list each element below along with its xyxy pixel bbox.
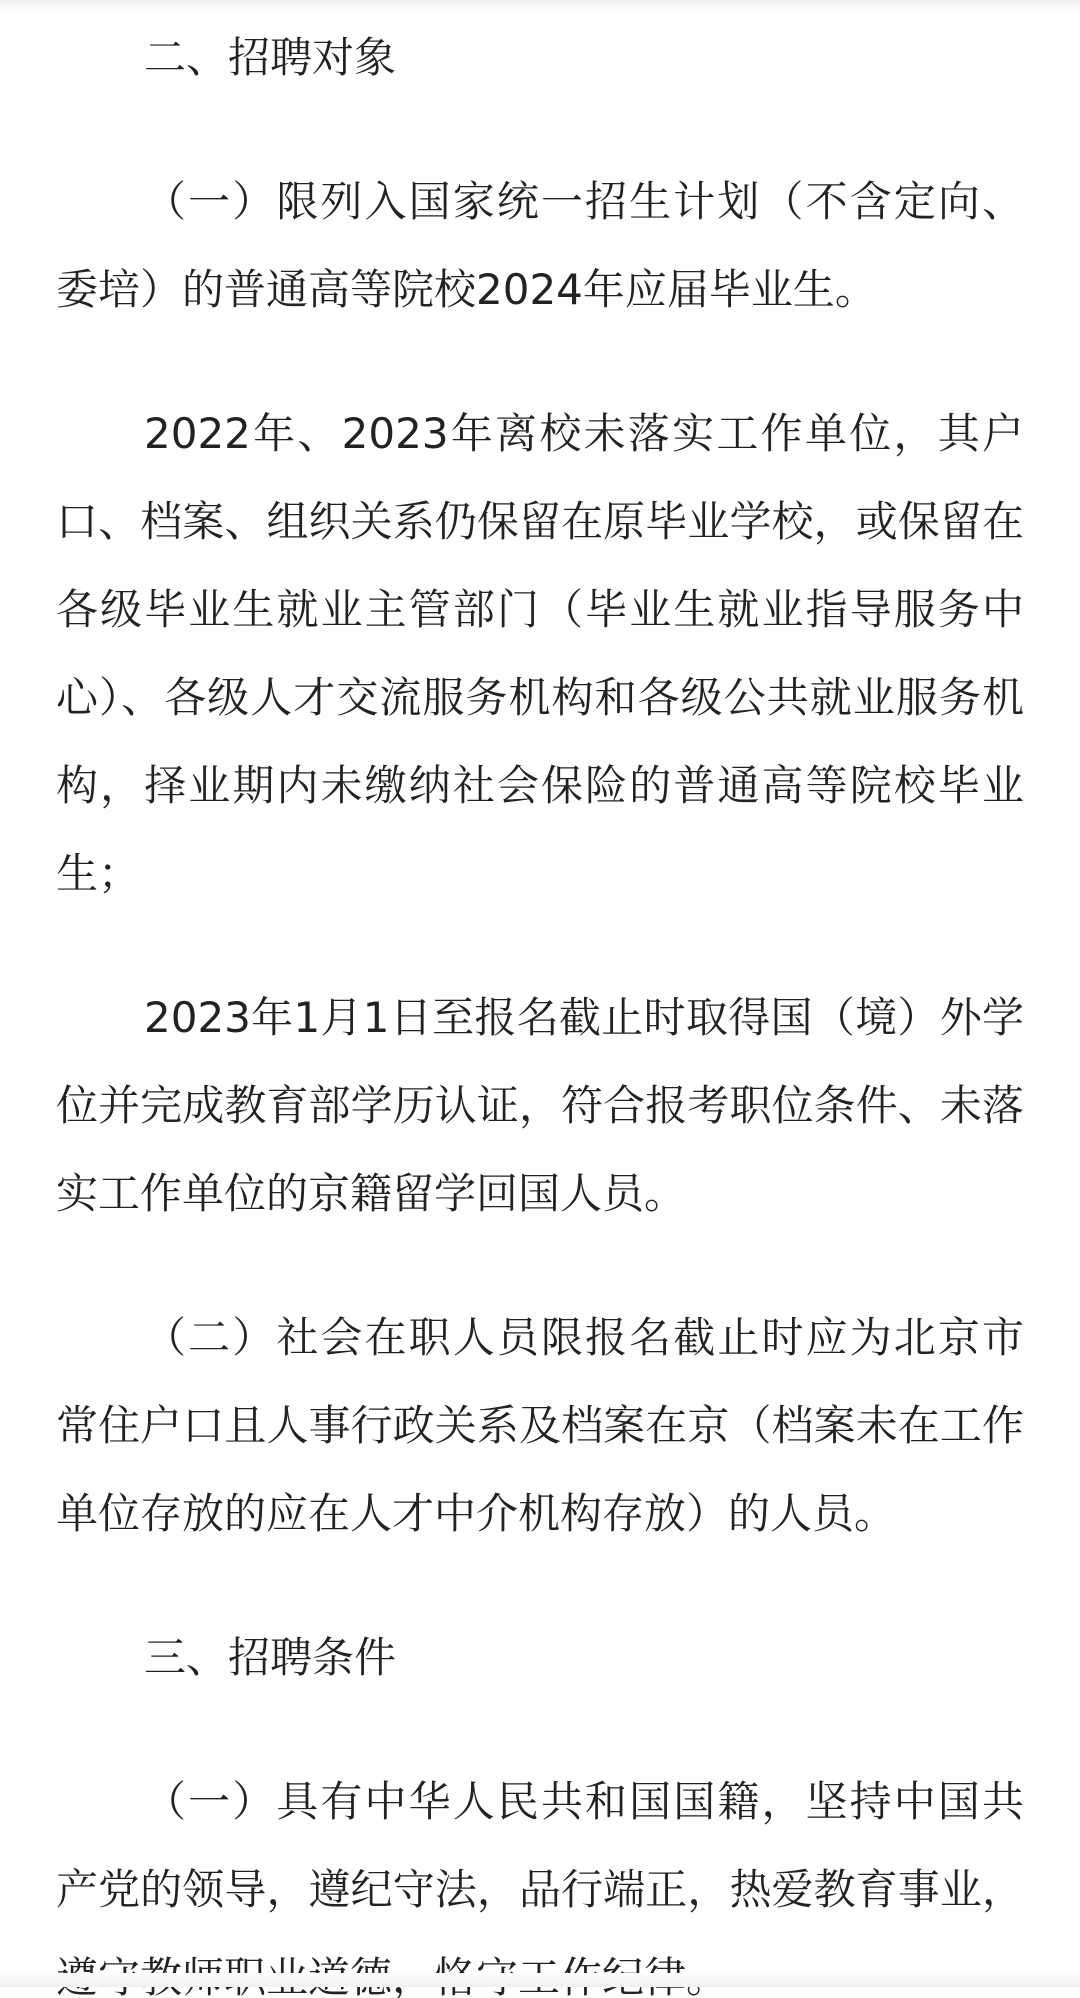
section-3-item-1: （一）具有中华人民共和国国籍，坚持中国共产党的领导，遵纪守法，品行端正，热爱教育事业， <box>56 1777 1024 1914</box>
section-2-item-1: （一）限列入国家统一招生计划（不含定向、委培）的普通高等院校2024年应届毕业生。 <box>56 177 1024 314</box>
section-2-item-1-note-a: 2022年、2023年离校未落实工作单位，其户口、档案、组织关系仍保留在原毕业学校，或保留在各级毕业生就业主管部门（毕业生就业指导服务中心）、各级人才交流服务机构和各级公共就业服务机构，择业期内未缴纳社会保险的普通高等院校毕业生； <box>56 409 1024 898</box>
section-2-item-1-note-b: 2023年1月1日至报名截止时取得国（境）外学位并完成教育部学历认证，符合报考职位条件、未落实工作单位的京籍留学回国人员。 <box>56 993 1024 1218</box>
section-3-heading: 三、招聘条件 <box>144 1633 397 1682</box>
article-body[interactable] <box>56 14 1024 1998</box>
section-2-heading: 二、招聘对象 <box>144 33 397 82</box>
top-edge-shadow <box>0 0 1080 12</box>
section-2-item-2: （二）社会在职人员限报名截止时应为北京市常住户口且人事行政关系及档案在京（档案未在工作单位存放的应在人才中介机构存放）的人员。 <box>56 1313 1024 1538</box>
bottom-edge-shadow <box>0 1973 1080 1987</box>
